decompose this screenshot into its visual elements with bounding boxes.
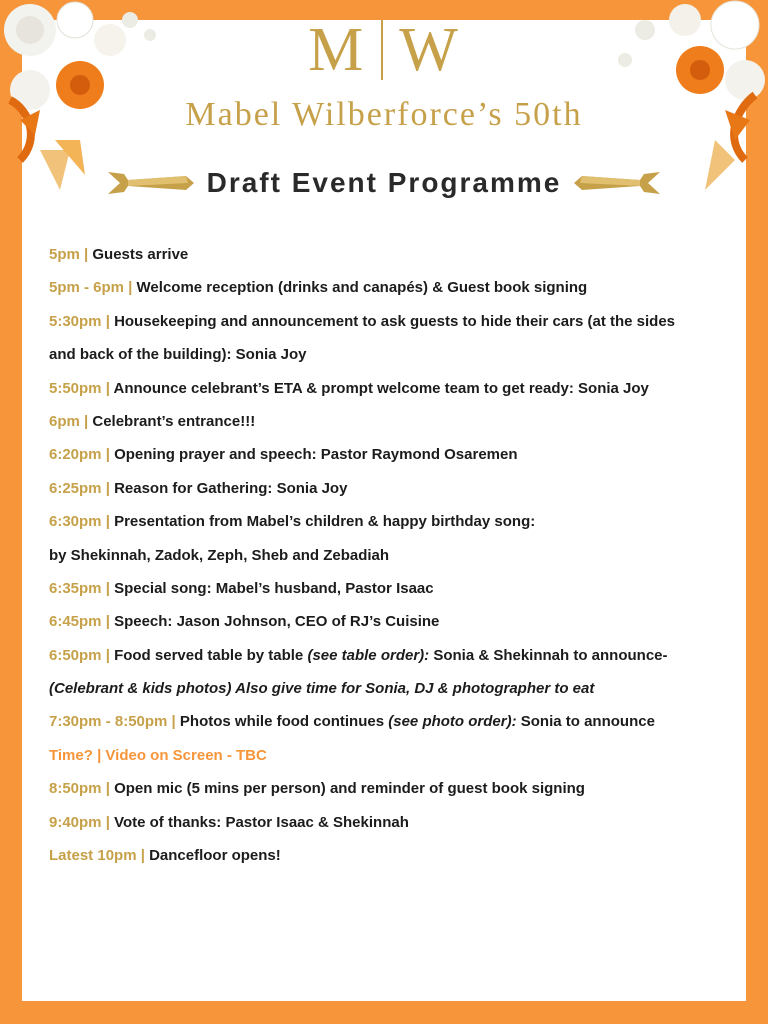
programme-line: 5pm - 6pm | Welcome reception (drinks and canapés) & Guest book signing (49, 279, 588, 297)
programme-list (49, 238, 739, 872)
monogram-left-letter: M (308, 16, 366, 84)
programme-line: 5pm | Guests arrive (49, 246, 189, 263)
programme-line: 8:50pm | Open mic (5 mins per person) and reminder of guest book signing (49, 780, 585, 798)
programme-line: 5:50pm | Announce celebrant’s ETA & prompt welcome team to get ready: Sonia Joy (49, 379, 649, 397)
programme-line: 5:30pm | Housekeeping and announcement to ask guests to hide their cars (at the sides (49, 312, 676, 330)
programme-line: 6:30pm | Presentation from Mabel’s children & happy birthday song: (49, 513, 536, 531)
monogram-right-letter: W (399, 16, 460, 84)
event-title: Mabel Wilberforce’s 50th (185, 96, 583, 133)
monogram (0, 10, 768, 90)
programme-line: and back of the building): Sonia Joy (49, 346, 307, 364)
programme-line: 6pm | Celebrant’s entrance!!! (49, 412, 256, 430)
subtitle: Draft Event Programme (206, 167, 562, 198)
programme-line: 6:35pm | Special song: Mabel’s husband, Pastor Isaac (49, 579, 434, 597)
programme-line: 9:40pm | Vote of thanks: Pastor Isaac & Shekinnah (49, 813, 409, 831)
subtitle-banner (0, 160, 768, 206)
programme-line: 7:30pm - 8:50pm | Photos while food continues (see photo order): Sonia to announce (49, 713, 655, 731)
programme-line: 6:45pm | Speech: Jason Johnson, CEO of RJ’s Cuisine (49, 613, 440, 631)
ribbon-right-icon (574, 166, 662, 200)
monogram-divider (381, 20, 383, 80)
programme-line: Latest 10pm | Dancefloor opens! (49, 847, 281, 865)
programme-line: by Shekinnah, Zadok, Zeph, Sheb and Zebadiah (49, 546, 390, 564)
programme-line: 6:50pm | Food served table by table (see table order): Sonia & Shekinnah to announce- (49, 646, 668, 664)
programme-line: Time? | Video on Screen - TBC (49, 746, 267, 764)
ribbon-left-icon (106, 166, 194, 200)
programme-line: 6:25pm | Reason for Gathering: Sonia Joy (49, 479, 348, 497)
programme-line: (Celebrant & kids photos) Also give time for Sonia, DJ & photographer to eat (49, 680, 595, 698)
programme-line: 6:20pm | Opening prayer and speech: Pastor Raymond Osaremen (49, 446, 518, 464)
